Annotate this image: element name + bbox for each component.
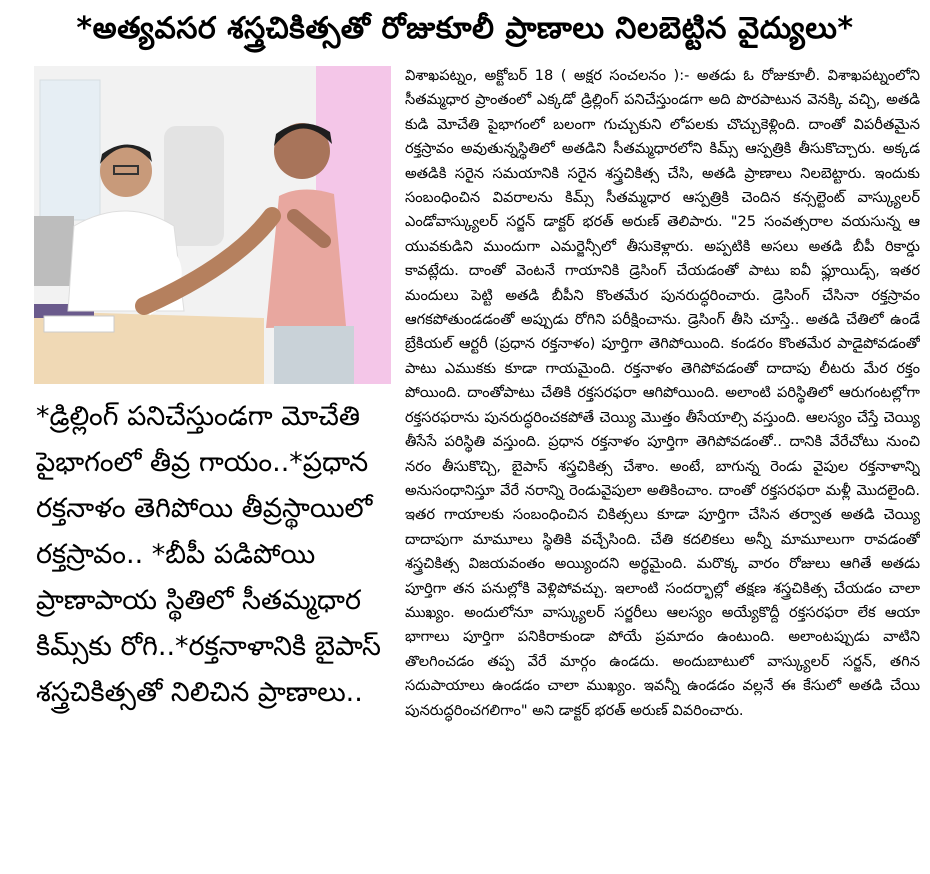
photo-shelf (34, 216, 74, 286)
doctor-examining-patient-photo (34, 66, 391, 384)
photo-paper (44, 316, 114, 332)
patient-trousers (274, 326, 354, 384)
highlight-sidebar: *డ్రిల్లింగ్ పనిచేస్తుండగా మోచేతి పైభాగంలో తీవ్ర గాయం..*ప్రధాన రక్తనాళం తెగిపోయి తీవ్రస్థాయిలో రక్తస్రావం.. *బీపీ పడిపోయి ప్రాణాపాయ స్థితిలో సీతమ్మధార కిమ్స్‌కు రోగి..*రక్తనాళానికి బైపాస్ శస్త్రచికిత్సతో నిలిచిన ప్రాణాలు.. (36, 401, 381, 708)
article-body: విశాఖపట్నం, అక్టోబర్ 18 ( అక్షర సంచలనం ):- అతడు ఓ రోజుకూలీ. విశాఖపట్నంలోని సీతమ్మధార ప్రాంతంలో ఎక్కడో డ్రిల్లింగ్ పనిచేస్తుండగా అది పొరపాటున వెనక్కి వచ్చి, అతడి కుడి మోచేతి పైభాగంలో బలంగా గుచ్చుకుని లోపలకు చొచ్చుకెళ్లింది. దాంతో విపరీతమైన రక్తస్రావం అవుతున్నస్థితిలో అతడిని సీతమ్మధారలోని కిమ్స్ ఆస్పత్రికి తీసుకొచ్చారు. అక్కడ అతడికి సరైన సమయానికి సరైన శస్త్రచికిత్స చేసి, అతడి ప్రాణాలు నిలబెట్టారు. ఇందుకు సంబంధించిన వివరాలను కిమ్స్ సీతమ్మధార ఆస్పత్రికి చెందిన కన్సల్టెంట్ వాస్క్యులర్ ఎండోవాస్క్యులర్ సర్జన్ డాక్టర్ భరత్ అరుణ్ తెలిపారు. "25 సంవత్సరాల వయసున్న ఆ యువకుడిని ముందుగా ఎమర్జెన్సీలో తీసుకెళ్లారు. అప్పటికి అసలు అతడి బీపీ రికార్డు కావట్లేదు. దాంతో వెంటనే గాయానికి డ్రెసింగ్ చేయడంతో పాటు ఐవీ ఫ్లూయిడ్స్, ఇతర మందులు పెట్టి అతడి బీపీని కొంతమేర పునరుద్ధరించారు. డ్రెసింగ్ చేసినా రక్తస్రావం ఆగకపోతుండడంతో అప్పుడు రోగిని పరీక్షించాను. డ్రెసింగ్ తీసి చూస్తే.. అతడి చేతిలో ఉండే బ్రేకియల్ ఆర్టరీ (ప్రధాన రక్తనాళం) పూర్తిగా తెగిపోయింది. కండరం కొంతమేర పాడైపోవడంతో పాటు ఎముకకు కూడా గాయమైంది. రక్తనాళం తెగిపోవడంతో దాదాపు లీటరు మేర రక్తం పోయింది. దాంతోపాటు చేతికి రక్తసరఫరా ఆగిపోయింది. అలాంటి పరిస్థితిలో ఆరుగంటల్లోగా రక్తసరఫరాను పునరుద్ధరించకపోతే చెయ్యి మొత్తం తీసేయాల్సి వస్తుంది. ఆలస్యం చేస్తే చెయ్యి తీసేసే పరిస్థితి వస్తుంది. ప్రధాన రక్తనాళం పూర్తిగా తెగిపోవడంతో.. దానికి వేరేచోటు నుంచి నరం తీసుకొచ్చి, బైపాస్ శస్త్రచికిత్స చేశాం. అంటే, బాగున్న రెండు వైపుల రక్తనాళాన్ని అనుసంధానిస్తూ వేరే నరాన్ని రెండువైపులా అతికించాం. దాంతో రక్తసరఫరా మళ్లీ మొదలైంది. ఇతర గాయాలకు సంబంధించిన చికిత్సలు కూడా పూర్తిగా చేసిన తర్వాత అతడి చెయ్యి దాదాపుగా మామూలు స్థితికి వచ్చేసింది. చేతి కదలికలు అన్నీ మామూలుగా రావడంతో శస్త్రచికిత్స విజయవంతం అయ్యిందని అర్థమైంది. మరొక్క వారం రోజులు ఆగితే అతడు పూర్తిగా తన పనుల్లోకి వెళ్లిపోవచ్చు. ఇలాంటి సందర్భాల్లో తక్షణ శస్త్రచికిత్స చేయడం చాలా ముఖ్యం. అందులోనూ వాస్క్యులర్ సర్జరీలు ఆలస్యం అయ్యేకొద్దీ రక్తసరఫరా లేక ఆయా భాగాలు పూర్తిగా పనికిరాకుండా పోయే ప్రమాదం ఉంటుంది. అలాంటప్పుడు వాటిని తొలగించడం తప్ప వేరే మార్గం ఉండదు. అందుబాటులో వాస్క్యులర్ సర్జన్, తగిన సదుపాయాలు ఉండడం చాలా ముఖ్యం. ఇవన్నీ ఉండడం వల్లనే ఈ కేసులో అతడి చేయి పునరుద్ధరించగలిగాం" అని డాక్టర్ భరత్ అరుణ్ వివరించారు. (405, 67, 920, 719)
article-photo (34, 66, 391, 384)
headline: *అత్యవసర శస్త్రచికిత్సతో రోజుకూలీ ప్రాణాలు నిలబెట్టిన వైద్యులు* (76, 11, 854, 46)
photo-window (40, 80, 100, 220)
